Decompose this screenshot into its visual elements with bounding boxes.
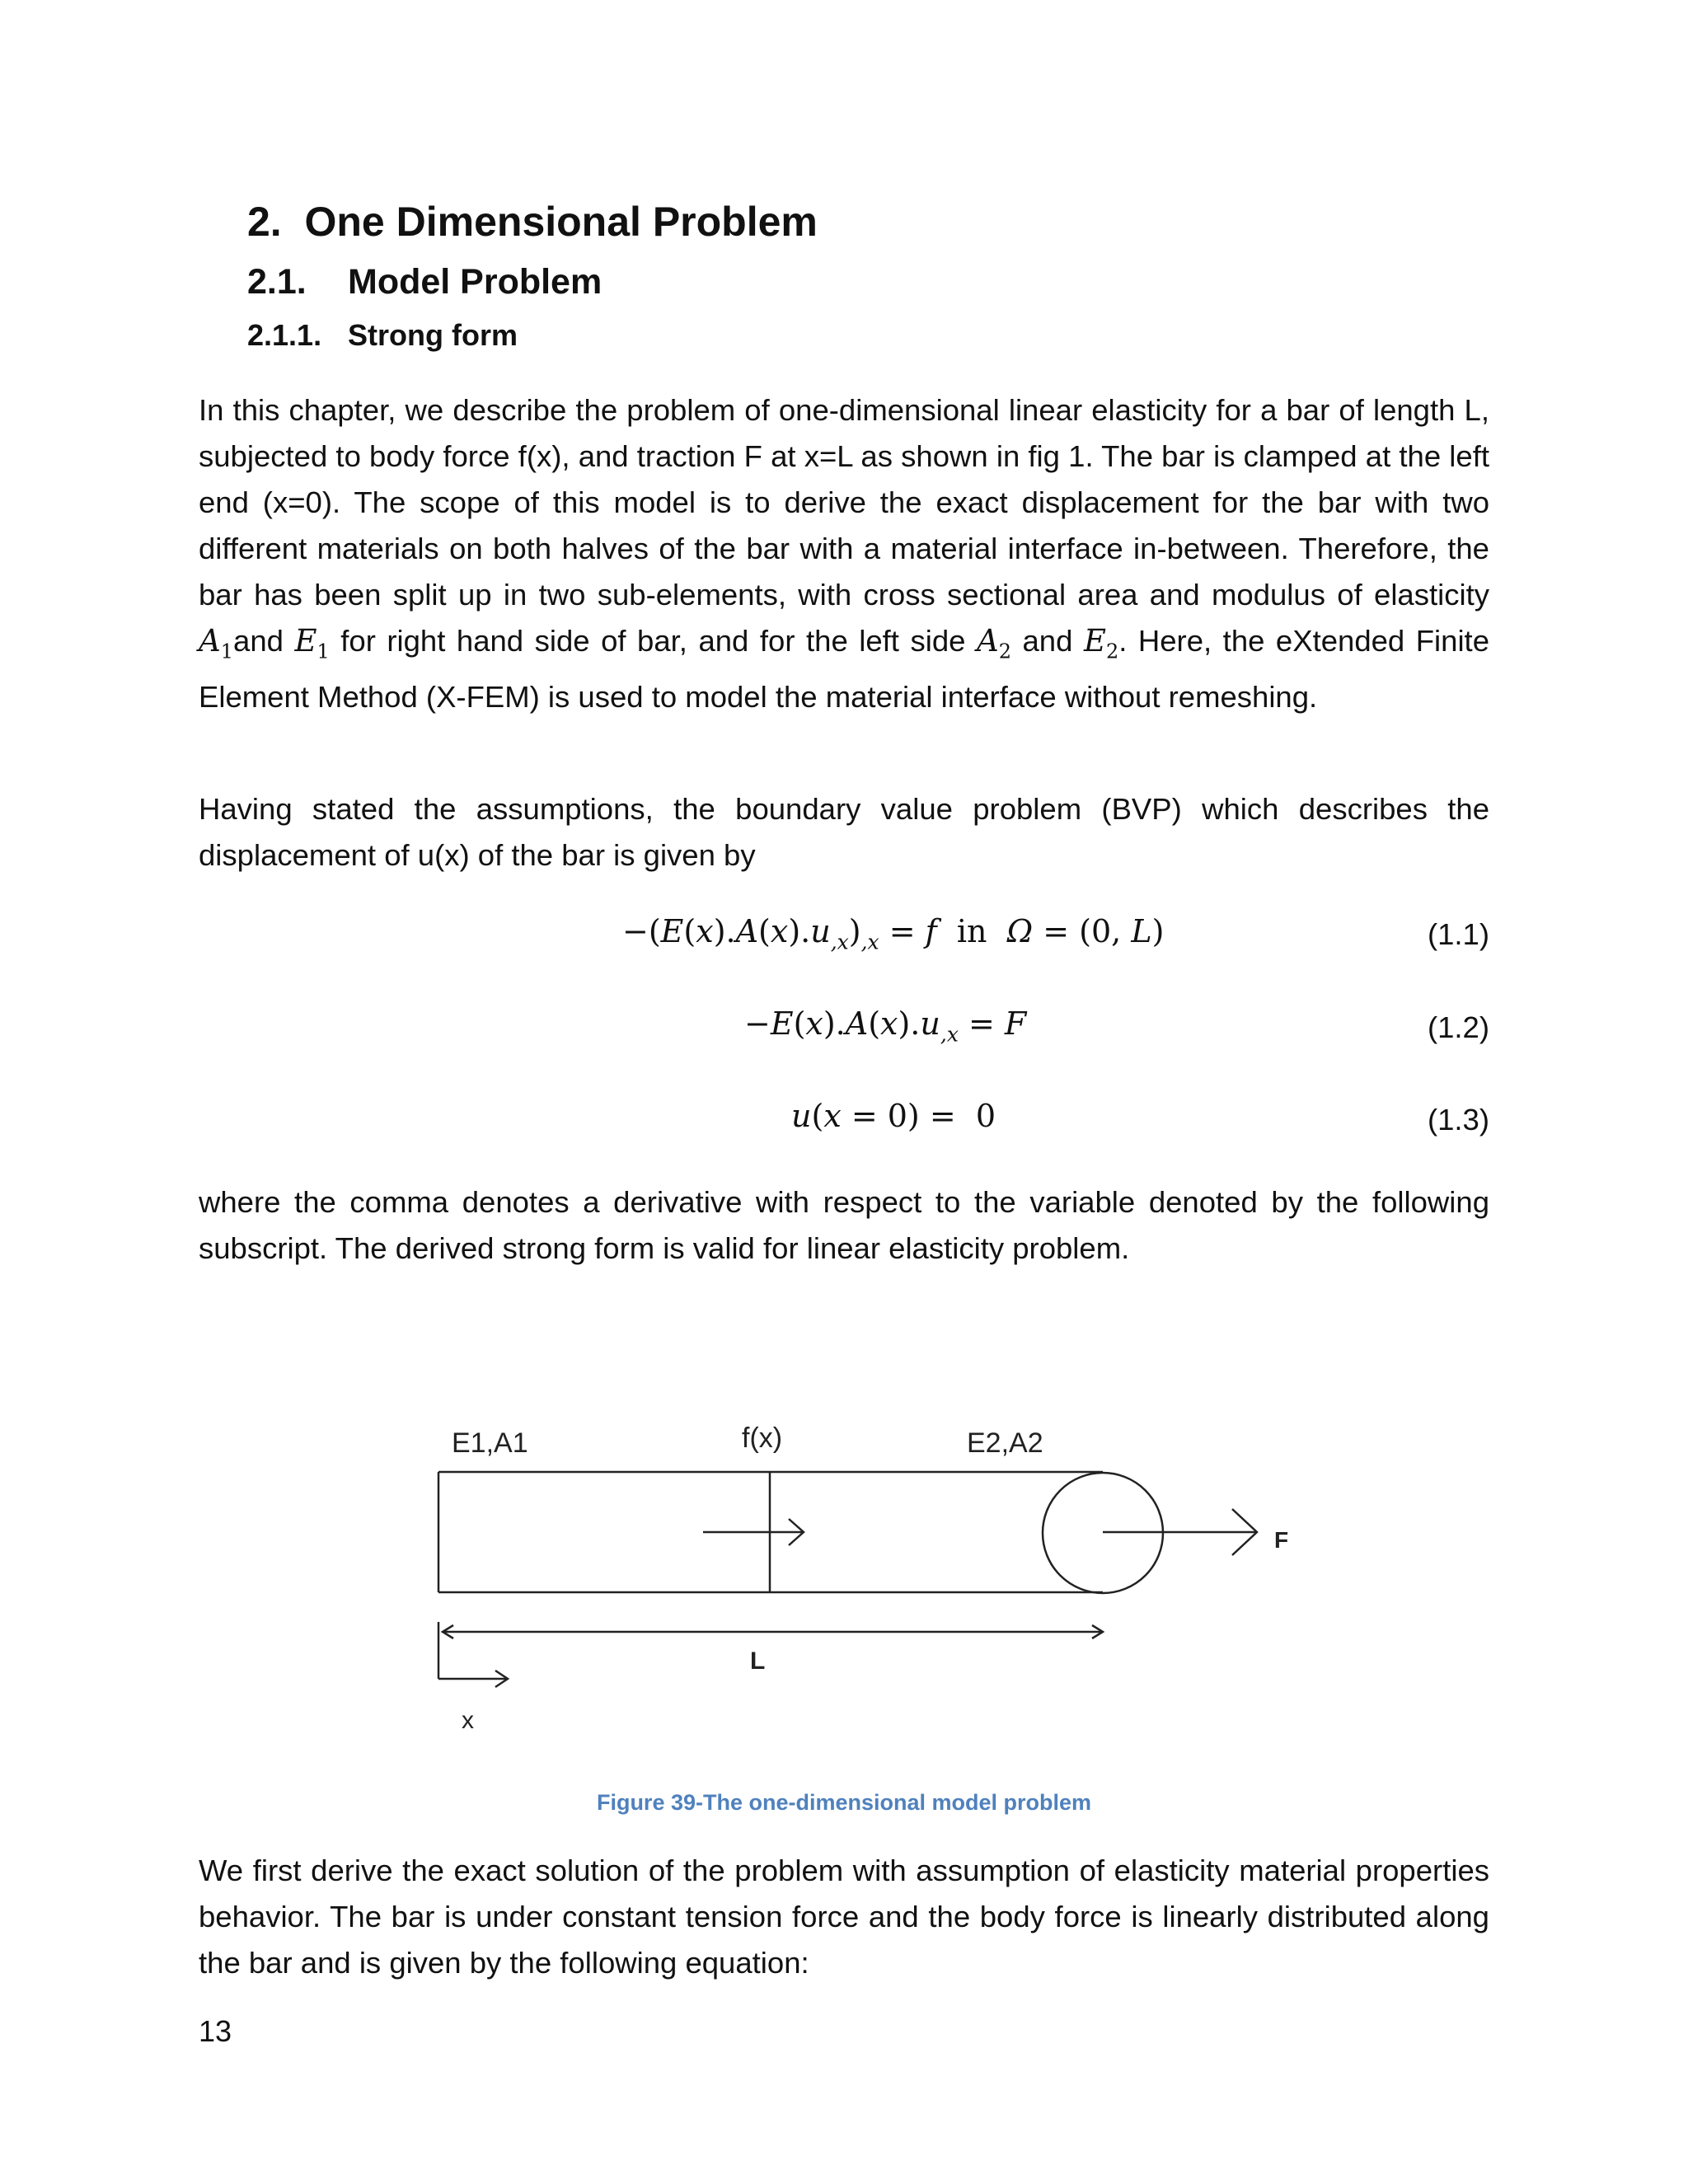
symbol-e1 (294, 623, 330, 663)
bvp-paragraph: Having stated the assumptions, the boundary value problem (BVP) which describes the displacement of u(x) of the bar is given by (199, 792, 1489, 872)
symbol-subscript: 1 (316, 640, 330, 663)
comma-notation-paragraph: where the comma denotes a derivative with respect to the variable denoted by the following subscript. The derived strong form is valid for linear elasticity problem. (199, 1185, 1489, 1265)
subsection-title: Model Problem (348, 262, 603, 302)
symbol-subscript: 2 (998, 640, 1011, 663)
symbol-letter: E (294, 623, 317, 658)
symbol-subscript: 1 (220, 640, 234, 663)
symbol-letter: E (1083, 623, 1106, 658)
label-force: F (1274, 1527, 1289, 1553)
equation-number: (1.3) (1427, 1103, 1489, 1137)
subsubsection-title: Strong form (348, 318, 518, 352)
symbol-letter: A (976, 623, 999, 658)
symbol-letter: A (199, 623, 221, 658)
symbol-a2 (976, 623, 1011, 663)
subsection-number: 2.1. (247, 262, 307, 302)
figure-caption: Figure 39-The one-dimensional model problem (596, 1790, 1092, 1815)
label-length: L (750, 1647, 766, 1675)
page-number: 13 (199, 2014, 232, 2048)
subsubsection-number: 2.1.1. (247, 318, 322, 352)
label-e2-a2: E2,A2 (967, 1427, 1043, 1459)
intro-paragraph (199, 387, 1489, 720)
subsection-heading (247, 262, 602, 302)
symbol-subscript: 2 (1105, 640, 1119, 663)
label-e1-a1: E1,A1 (452, 1427, 528, 1459)
equation-1-1: $-(E(x).A(x).u_{,x})_{,x} = f$ in Ω = (0, L) (622, 913, 1165, 954)
section-heading (247, 198, 818, 246)
section-title: One Dimensional Problem (304, 199, 818, 245)
section-number: 2. (247, 199, 282, 245)
equation-1-2: $-E(x).A(x).u_{,x} = F$ (744, 1005, 1027, 1047)
subsubsection-heading (247, 318, 518, 353)
symbol-e2 (1083, 623, 1119, 663)
label-x-axis: x (462, 1707, 474, 1734)
text-run: and (1010, 624, 1084, 658)
equation-number: (1.1) (1427, 917, 1489, 951)
text-run: . Here, the eXtended Finite Element Method (X-FEM) is used to model the material interface without remeshing. (199, 624, 1489, 715)
bar-model-figure (412, 1401, 1319, 1747)
equation-1-3: u(x = 0) = 0 (791, 1098, 996, 1134)
exact-solution-paragraph: We first derive the exact solution of the problem with assumption of elasticity material properties behavior. The bar is under constant tension force and the body force is linearly distributed along the bar and is given by the following equation: (199, 1854, 1489, 1980)
symbol-a1 (199, 623, 234, 663)
text-run: for right hand side of bar, and for the left side (329, 624, 977, 658)
label-fx: f(x) (742, 1422, 783, 1454)
equation-number: (1.2) (1427, 1010, 1489, 1044)
text-run: In this chapter, we describe the problem of one-dimensional linear elasticity for a bar of length L, subjected to body force f(x), and traction F at x=L as shown in fig 1. The bar is clamped at the left end (x=0). The scope of this model is to derive the exact displacement for the bar with two different materials on both halves of the bar with a material interface in-between. Therefore, the bar has been split up in two sub-elements, with cross sectional area and modulus of elasticity (199, 393, 1489, 612)
text-run: and (233, 624, 295, 658)
